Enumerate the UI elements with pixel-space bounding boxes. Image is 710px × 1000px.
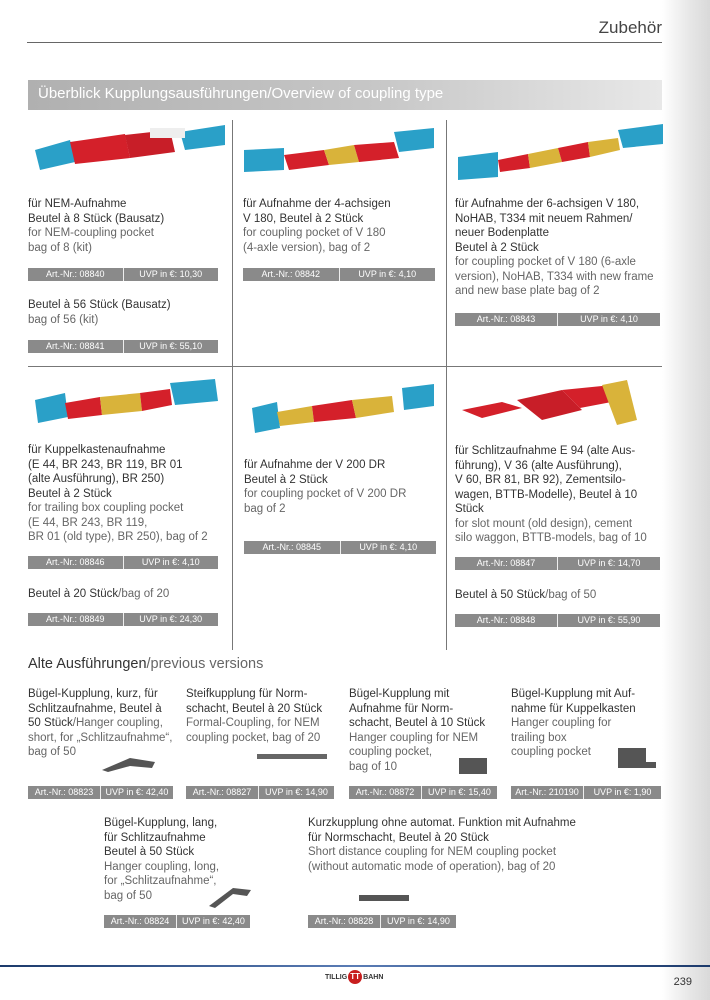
article-bar-08840 [28, 268, 218, 281]
product-desc-en: for NEM-coupling pocket [28, 227, 154, 239]
coupling-image-08872 [455, 752, 495, 780]
product-desc-de: (E 44, BR 243, BR 119, BR 01 [28, 458, 183, 471]
article-number: Art.-Nr.: 08841 [45, 341, 105, 351]
product-desc-en: BR 01 (old type), BR 250), bag of 2 [28, 531, 208, 543]
article-bar-08847 [455, 557, 660, 570]
old-item-08828 [308, 816, 638, 874]
product-08847 [455, 444, 665, 546]
product-desc-de: Beutel à 2 Stück [28, 487, 112, 500]
price: UVP in €: 4,10 [580, 314, 638, 324]
old-item-desc-en: bag of 50 [104, 889, 152, 902]
price: UVP in €: 55,90 [577, 615, 641, 625]
old-item-desc-en: short, for „Schlitzaufnahme“, [28, 731, 173, 744]
product-08840 [28, 197, 228, 255]
product-desc-en: for trailing box coupling pocket [28, 502, 184, 514]
article-bar-08845 [244, 541, 436, 554]
product-desc-de: wagen, BTTB-Modelle), Beutel à 10 [455, 488, 638, 501]
logo-mark: TT [348, 970, 362, 984]
article-number: Art.-Nr.: 08847 [476, 558, 536, 568]
coupling-image-08847 [462, 370, 662, 440]
old-item-08823 [28, 687, 188, 760]
footer-rule [0, 965, 710, 967]
article-bar-08827 [186, 786, 334, 799]
old-item-desc-en: for „Schlitzaufnahme“, [104, 875, 217, 887]
product-desc-de: führung), V 36 (alte Ausführung), [455, 459, 622, 472]
coupling-image-08846 [30, 375, 225, 440]
article-number: Art.-Nr.: 08872 [355, 787, 415, 797]
article-number: Art.-Nr.: 08845 [262, 542, 322, 552]
product-desc-de: neuer Bodenplatte [455, 227, 549, 239]
product-desc-de: V 180, Beutel à 2 Stück [243, 212, 364, 225]
coupling-image-08828 [355, 887, 415, 909]
price: UVP in €: 4,10 [141, 557, 200, 567]
product-desc-de: V 60, BR 81, BR 92), Zementsilo- [455, 474, 626, 486]
grid-divider [28, 366, 662, 367]
product-desc-de: Beutel à 56 Stück (Bausatz) [28, 299, 171, 311]
banner-slash: / [267, 85, 272, 102]
product-desc-de: Beutel à 20 Stück [28, 588, 119, 600]
logo-text-left: TILLIG [325, 973, 348, 981]
product-08848 [455, 588, 665, 603]
coupling-image-08845 [252, 378, 437, 438]
product-08842 [243, 197, 443, 255]
old-item-desc-de: Bügel-Kupplung mit Auf- [511, 688, 636, 700]
product-desc-en: /bag of 20 [118, 588, 170, 600]
coupling-image-08824 [205, 882, 255, 910]
old-item-desc-de: für Schlitzaufnahme [104, 831, 206, 844]
old-item-desc-de: Beutel à 50 Stück [104, 846, 195, 858]
product-desc-en: and new base plate bag of 2 [455, 285, 600, 297]
product-desc-de: für Aufnahme der 6-achsigen V 180, [455, 198, 640, 210]
coupling-image-08842 [244, 120, 439, 180]
old-item-desc-en: coupling pocket [511, 746, 591, 758]
old-item-desc-de: Aufnahme für Norm- [349, 702, 454, 715]
product-desc-de: (alte Ausführung), BR 250) [28, 473, 165, 485]
old-item-desc-de: 50 Stück [28, 717, 73, 729]
article-bar-08823 [28, 786, 173, 799]
grid-divider [446, 120, 447, 650]
product-desc-en: silo waggon, BTTB-models, bag of 10 [455, 532, 647, 544]
product-desc-de: NoHAB, T334 mit neuem Rahmen/ [455, 212, 633, 225]
old-item-08827 [186, 687, 346, 745]
product-desc-en: for coupling pocket of V 180 (6-axle [455, 256, 636, 268]
old-item-desc-en: trailing box [511, 731, 567, 744]
old-item-desc-de: Schlitzaufnahme, Beutel à [28, 702, 162, 715]
old-item-desc-de: Kurzkupplung ohne automat. Funktion mit Aufnahme [308, 817, 576, 829]
article-bar-08828 [308, 915, 456, 928]
article-bar-08848 [455, 614, 660, 627]
article-bar-08872 [349, 786, 497, 799]
old-item-desc-en: bag of 10 [349, 760, 397, 773]
banner-title-en: Overview of coupling type [271, 85, 444, 102]
old-item-desc-en: coupling pocket, bag of 20 [186, 731, 321, 744]
old-item-desc-en: Formal-Coupling, for NEM [186, 717, 320, 729]
price: UVP in €: 55,10 [139, 341, 203, 351]
old-item-desc-de: schacht, Beutel à 10 Stück [349, 717, 486, 729]
page-title: Zubehör [598, 18, 662, 37]
old-item-desc-de: schacht, Beutel à 20 Stück [186, 702, 323, 715]
product-08843 [455, 197, 665, 299]
old-item-desc-en: Hanger coupling for [511, 717, 612, 729]
price: UVP in €: 1,90 [593, 787, 652, 797]
product-desc-en: /bag of 50 [545, 589, 597, 601]
article-bar-08849 [28, 613, 218, 626]
old-item-desc-en: Hanger coupling for NEM [349, 731, 479, 744]
article-number: Art.-Nr.: 08823 [34, 787, 94, 797]
old-item-desc-en: Short distance coupling for NEM coupling pocket [308, 846, 557, 858]
coupling-image-08843 [458, 112, 663, 187]
article-number: Art.-Nr.: 08828 [314, 916, 374, 926]
product-desc-de: Beutel à 50 Stück [455, 589, 546, 601]
old-item-desc-de: für Normschacht, Beutel à 20 Stück [308, 831, 489, 844]
old-item-desc-en: bag of 50 [28, 746, 76, 758]
article-number: Art.-Nr.: 08842 [261, 269, 321, 279]
article-bar-08824 [104, 915, 250, 928]
grid-divider [232, 120, 233, 650]
product-desc-de: für Schlitzaufnahme E 94 (alte Aus- [455, 445, 636, 457]
old-item-desc-de: Bügel-Kupplung mit [349, 688, 450, 700]
product-08849 [28, 587, 233, 602]
product-desc-en: for slot mount (old design), cement [455, 517, 633, 530]
product-08841 [28, 298, 228, 327]
price: UVP in €: 42,40 [105, 787, 169, 797]
product-desc-en: for coupling pocket of V 180 [243, 227, 386, 239]
old-item-desc-en: /Hanger coupling, [72, 717, 163, 729]
article-number: Art.-Nr.: 08846 [45, 557, 105, 567]
article-number: Art.-Nr.: 08840 [45, 269, 105, 279]
page-edge-shade [662, 0, 710, 1000]
old-item-desc-de: Bügel-Kupplung, kurz, für [28, 688, 158, 700]
article-number: Art.-Nr.: 08849 [45, 614, 105, 624]
price: UVP in €: 14,90 [265, 787, 328, 797]
price: UVP in €: 4,10 [358, 269, 417, 279]
product-08845 [244, 458, 444, 516]
coupling-image-08827 [255, 748, 330, 764]
banner-title-de: Überblick Kupplungsausführungen [38, 85, 268, 102]
product-desc-en: (4-axle version), bag of 2 [243, 241, 371, 254]
product-desc-de: Beutel à 8 Stück (Bausatz) [28, 212, 165, 225]
old-item-desc-de: Bügel-Kupplung, lang, [104, 817, 218, 829]
price: UVP in €: 4,10 [359, 542, 418, 552]
article-number: Art.-Nr.: 210190 [515, 787, 579, 797]
article-bar-210190 [511, 786, 661, 799]
price: UVP in €: 10,30 [139, 269, 203, 279]
product-desc-de: für Aufnahme der 4-achsigen [243, 198, 391, 210]
product-desc-en: bag of 2 [244, 502, 286, 515]
product-desc-de: für Aufnahme der V 200 DR [244, 459, 386, 471]
section-banner [28, 80, 662, 110]
price: UVP in €: 24,30 [139, 614, 203, 624]
header-rule [27, 42, 662, 43]
old-item-desc-en: (without automatic mode of operation), bag of 20 [308, 860, 556, 873]
article-number: Art.-Nr.: 08848 [476, 615, 536, 625]
price: UVP in €: 42,40 [182, 916, 245, 926]
old-item-desc-de: nahme für Kuppelkasten [511, 702, 636, 715]
coupling-image-08823 [100, 752, 160, 774]
article-number: Art.-Nr.: 08827 [192, 787, 252, 797]
product-desc-en: for coupling pocket of V 200 DR [244, 488, 407, 500]
brand-logo [325, 970, 383, 984]
coupling-image-08840 [30, 120, 225, 180]
logo-text-right: BAHN [363, 973, 384, 981]
price: UVP in €: 14,70 [577, 558, 641, 568]
product-desc-de: Beutel à 2 Stück [455, 241, 539, 254]
product-desc-en: bag of 56 (kit) [28, 313, 99, 326]
product-desc-en: version), NoHAB, T334 with new frame [455, 270, 654, 283]
article-bar-08846 [28, 556, 218, 569]
old-versions-title-de: Alte Ausführungen [28, 656, 147, 672]
article-bar-08843 [455, 313, 660, 326]
old-versions-heading [28, 656, 263, 672]
article-bar-08841 [28, 340, 218, 353]
price: UVP in €: 15,40 [428, 787, 491, 797]
product-desc-de: Beutel à 2 Stück [244, 473, 328, 486]
old-versions-title-en: /previous versions [146, 656, 264, 672]
product-desc-en: (E 44, BR 243, BR 119, [28, 516, 148, 529]
product-desc-de: für Kuppelkastenaufnahme [28, 444, 166, 456]
product-desc-en: bag of 8 (kit) [28, 241, 92, 254]
article-number: Art.-Nr.: 08824 [110, 916, 170, 926]
old-item-desc-en: Hanger coupling, long, [104, 860, 220, 873]
article-bar-08842 [243, 268, 435, 281]
coupling-image-210190 [612, 738, 660, 780]
price: UVP in €: 14,90 [387, 916, 450, 926]
old-item-desc-en: coupling pocket, [349, 746, 433, 758]
product-08846 [28, 443, 233, 545]
product-desc-de: Stück [455, 503, 484, 515]
article-number: Art.-Nr.: 08843 [476, 314, 536, 324]
old-item-desc-de: Steifkupplung für Norm- [186, 688, 308, 700]
product-desc-de: für NEM-Aufnahme [28, 198, 127, 210]
page-number: 239 [673, 976, 692, 988]
